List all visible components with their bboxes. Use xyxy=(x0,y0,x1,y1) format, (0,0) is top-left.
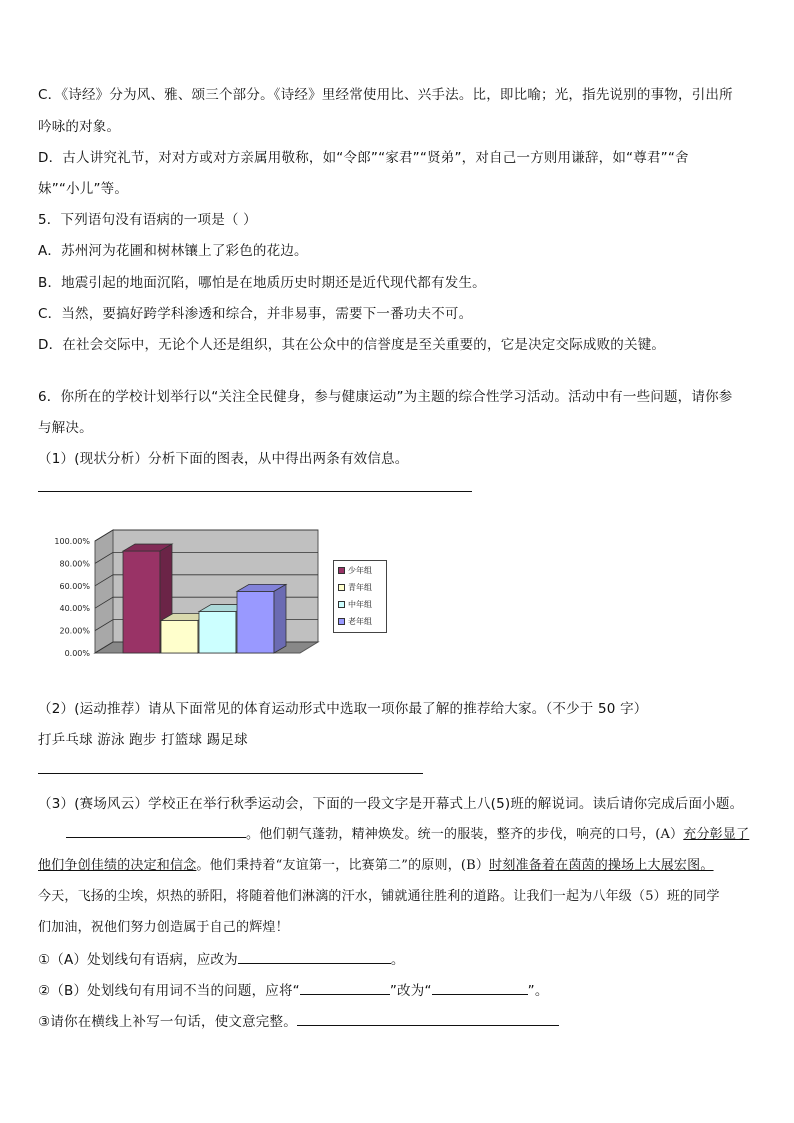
legend-swatch xyxy=(338,584,345,591)
answer-line-2[interactable] xyxy=(38,773,423,774)
question-6-line1: 6．你所在的学校计划举行以“关注全民健身，参与健康运动”为主题的综合性学习活动。活动中有一些问题，请你参 xyxy=(38,389,733,405)
subq-text: ”。 xyxy=(527,983,549,999)
passage-line2 xyxy=(38,854,714,873)
underlined-sentence-a-cont: 他们争创佳绩的决定和信念 xyxy=(38,858,197,873)
legend-label: 少年组 xyxy=(348,566,372,575)
legend-label: 青年组 xyxy=(348,583,372,592)
y-tick-label: 100.00% xyxy=(54,537,90,546)
q6-part2: （2）(运动推荐）请从下面常见的体育运动形式中选取一项你最了解的推荐给大家。（不少于 50 字） xyxy=(38,701,648,717)
bar xyxy=(237,591,274,653)
passage-line1 xyxy=(38,823,749,842)
answer-blank-b2[interactable] xyxy=(432,980,528,995)
option-c-line1: C．《诗经》分为风、雅、颂三个部分。《诗经》里经常使用比、兴手法。比，即比喻；光，指先说别的事物，引出所 xyxy=(38,87,733,103)
q5-option-d: D．在社会交际中，无论个人还是组织，其在公众中的信誉度是至关重要的，它是决定交际成败的关键。 xyxy=(38,337,666,353)
bar xyxy=(123,551,160,653)
q5-option-a: A．苏州河为花圃和树林镶上了彩色的花边。 xyxy=(38,243,308,259)
sports-list: 打乒乓球 游泳 跑步 打篮球 踢足球 xyxy=(38,732,248,748)
legend-swatch xyxy=(338,601,345,608)
passage-line3: 今天，飞扬的尘埃，炽热的骄阳，将随着他们淋漓的汗水，铺就通往胜利的道路。让我们一起为八年级（5）班的同学 xyxy=(38,889,720,904)
subq-text: ”改为“ xyxy=(389,983,432,999)
subq-text: 。 xyxy=(390,952,405,968)
subq-text: ①（A）处划线句有语病，应改为 xyxy=(38,952,238,968)
subq-text: ②（B）处划线句有用词不当的问题，应将“ xyxy=(38,983,300,999)
q6-part3: （3）(赛场风云）学校正在举行秋季运动会，下面的一段文字是开幕式上八(5)班的解说词。读后请你完成后面小题。 xyxy=(38,796,744,812)
option-c-line2: 吟咏的对象。 xyxy=(38,119,121,135)
subq-1 xyxy=(38,948,405,968)
legend-item xyxy=(338,582,372,593)
option-d-line1: D．古人讲究礼节，对对方或对方亲属用敬称，如“令郎”“家君”“贤弟”，对自己一方则用谦辞，如“尊君”“舍 xyxy=(38,150,689,166)
question-5: 5．下列语句没有语病的一项是（ ） xyxy=(38,212,257,228)
legend-swatch xyxy=(338,567,345,574)
underlined-sentence-a: 充分彰显了 xyxy=(683,827,750,842)
bar xyxy=(161,621,198,653)
answer-blank-c[interactable] xyxy=(297,1011,559,1026)
y-tick-label: 80.00% xyxy=(59,559,90,569)
legend-label: 中年组 xyxy=(348,600,372,609)
fill-blank-sentence[interactable] xyxy=(66,823,246,838)
chart-legend xyxy=(333,560,387,633)
bar-side xyxy=(274,584,286,653)
passage-line4: 们加油，祝他们努力创造属于自己的辉煌！ xyxy=(38,920,289,935)
legend-item xyxy=(338,616,372,627)
bar xyxy=(199,612,236,653)
chart-side-wall xyxy=(95,530,113,653)
legend-swatch xyxy=(338,618,345,625)
y-tick-label: 40.00% xyxy=(59,604,90,614)
passage-text: 。他们朝气蓬勃，精神焕发。统一的服装，整齐的步伐，响亮的口号，(A） xyxy=(246,827,684,842)
option-d-line2: 妹”“小儿”等。 xyxy=(38,181,129,197)
y-tick-label: 0.00% xyxy=(64,649,90,658)
q5-option-b: B．地震引起的地面沉陷，哪怕是在地质历史时期还是近代现代都有发生。 xyxy=(38,275,486,291)
subq-2 xyxy=(38,979,549,999)
subq-text: ③请你在横线上补写一句话，使文意完整。 xyxy=(38,1014,297,1030)
legend-item xyxy=(338,599,372,610)
question-6-line2: 与解决。 xyxy=(38,420,93,436)
subq-3 xyxy=(38,1010,559,1030)
q5-option-c: C．当然，要搞好跨学科渗透和综合，并非易事，需要下一番功夫不可。 xyxy=(38,306,473,322)
underlined-sentence-b: 时刻准备着在茵茵的操场上大展宏图。 xyxy=(489,858,714,873)
answer-blank-b1[interactable] xyxy=(300,980,390,995)
passage-text: 。他们秉持着“友谊第一，比赛第二”的原则，(B） xyxy=(196,858,490,873)
q6-part1: （1）(现状分析）分析下面的图表，从中得出两条有效信息。 xyxy=(38,451,409,467)
y-tick-label: 60.00% xyxy=(59,581,90,591)
answer-blank-a[interactable] xyxy=(238,949,391,964)
legend-item xyxy=(338,565,372,576)
legend-label: 老年组 xyxy=(348,617,372,626)
y-tick-label: 20.00% xyxy=(59,626,90,636)
answer-line-1[interactable] xyxy=(38,491,472,492)
